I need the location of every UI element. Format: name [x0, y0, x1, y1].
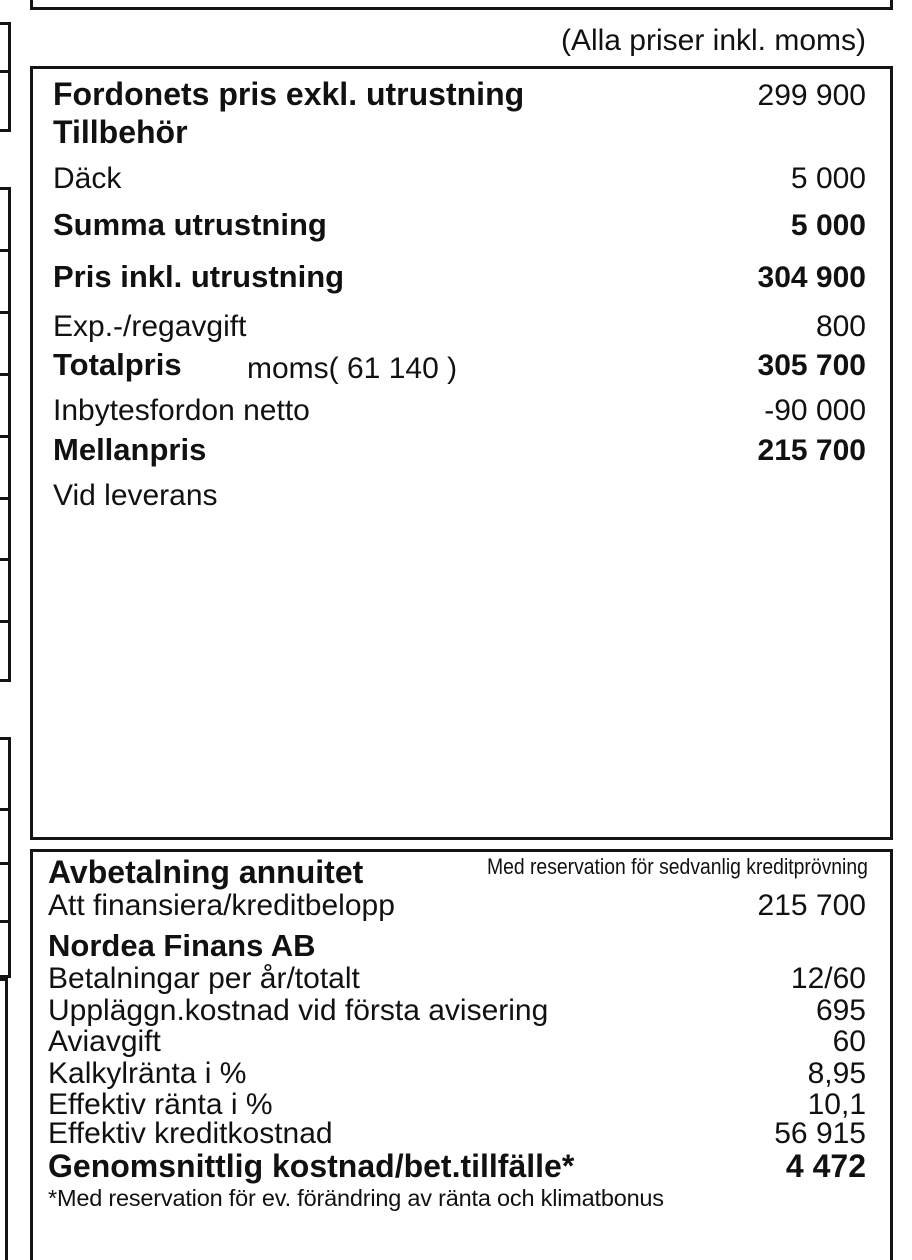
price-row: [53, 261, 866, 293]
row-value: 215 700: [757, 889, 866, 922]
price-row-total: [53, 347, 866, 385]
credit-check-disclaimer: Med reservation för sedvanlig kreditprövning: [487, 854, 868, 879]
left-crop-divider: [0, 373, 11, 376]
price-row: [53, 78, 866, 111]
left-crop-fragment: [0, 22, 11, 132]
row-value: 800: [815, 310, 866, 343]
price-row: [53, 481, 866, 511]
row-value: 56 915: [774, 1117, 866, 1150]
row-value: 12/60: [790, 962, 866, 995]
finance-row-average: [48, 1150, 866, 1182]
row-label: Effektiv ränta i %: [48, 1088, 273, 1121]
vat-note: (Alla priser inkl. moms): [560, 24, 866, 57]
row-label: Nordea Finans AB: [48, 928, 316, 963]
row-label: Tillbehör: [53, 114, 188, 150]
finance-row: [48, 930, 866, 961]
left-crop-divider: [0, 920, 11, 923]
row-value: 5 000: [790, 162, 866, 195]
row-label: Aviavgift: [48, 1025, 161, 1058]
finance-row: [48, 964, 866, 994]
price-row: [53, 396, 866, 426]
price-row: [53, 116, 866, 148]
price-row: [53, 164, 866, 194]
finance-row: [48, 1059, 866, 1089]
price-row: [53, 209, 866, 241]
left-crop-fragment: [0, 737, 11, 978]
row-value: 60: [832, 1025, 866, 1058]
row-label: Exp.-/regavgift: [53, 310, 247, 343]
row-label: Inbytesfordon netto: [53, 394, 310, 427]
row-label: Betalningar per år/totalt: [48, 962, 360, 995]
finance-box: [30, 849, 893, 1260]
row-label: Fordonets pris exkl. utrustning: [53, 76, 525, 112]
left-crop-divider: [0, 435, 11, 438]
rate-footnote: *Med reservation för ev. förändring av ränta och klimatbonus: [48, 1185, 664, 1211]
row-value: 695: [815, 994, 866, 1027]
row-label: Totalpris: [53, 347, 182, 382]
row-label: Däck: [53, 162, 122, 195]
left-crop-divider: [0, 808, 11, 811]
row-value: 304 900: [757, 261, 866, 294]
row-value: 305 700: [757, 349, 866, 382]
price-box: [30, 66, 893, 840]
row-label: Vid leverans: [53, 479, 218, 512]
row-value: 299 900: [757, 79, 866, 112]
left-crop-divider: [0, 862, 11, 865]
finance-row: [48, 1090, 866, 1120]
row-label: Att finansiera/kreditbelopp: [48, 889, 395, 922]
row-label: Mellanpris: [53, 432, 207, 467]
left-crop-divider: [0, 620, 11, 623]
finance-row: [48, 891, 866, 921]
vat-sublabel: moms( 61 140 ): [247, 352, 458, 385]
finance-title: Avbetalning annuitet: [48, 854, 364, 890]
finance-row: [48, 1027, 866, 1057]
row-value: 215 700: [757, 434, 866, 467]
finance-row: [48, 1119, 866, 1149]
row-label: Uppläggn.kostnad vid första avisering: [48, 994, 549, 1027]
top-cropped-box: [30, 0, 893, 10]
row-label: Summa utrustning: [53, 207, 327, 242]
price-row: [53, 312, 866, 342]
row-value: 10,1: [807, 1088, 866, 1121]
row-value: 8,95: [807, 1057, 866, 1090]
row-label: Effektiv kreditkostnad: [48, 1117, 333, 1150]
left-crop-divider: [0, 70, 11, 73]
row-value: -90 000: [764, 394, 866, 427]
row-label: Kalkylränta i %: [48, 1057, 247, 1090]
finance-header: [48, 856, 868, 888]
left-crop-fragment: [0, 978, 8, 1260]
row-value: 5 000: [790, 209, 866, 242]
left-crop-divider: [0, 249, 11, 252]
row-label: Genomsnittlig kostnad/bet.tillfälle*: [48, 1148, 575, 1184]
finance-row: [48, 996, 866, 1026]
row-label: Pris inkl. utrustning: [53, 259, 345, 294]
row-value: 4 472: [785, 1148, 866, 1184]
left-crop-divider: [0, 497, 11, 500]
left-crop-divider: [0, 558, 11, 561]
left-crop-divider: [0, 311, 11, 314]
price-row: [53, 434, 866, 466]
